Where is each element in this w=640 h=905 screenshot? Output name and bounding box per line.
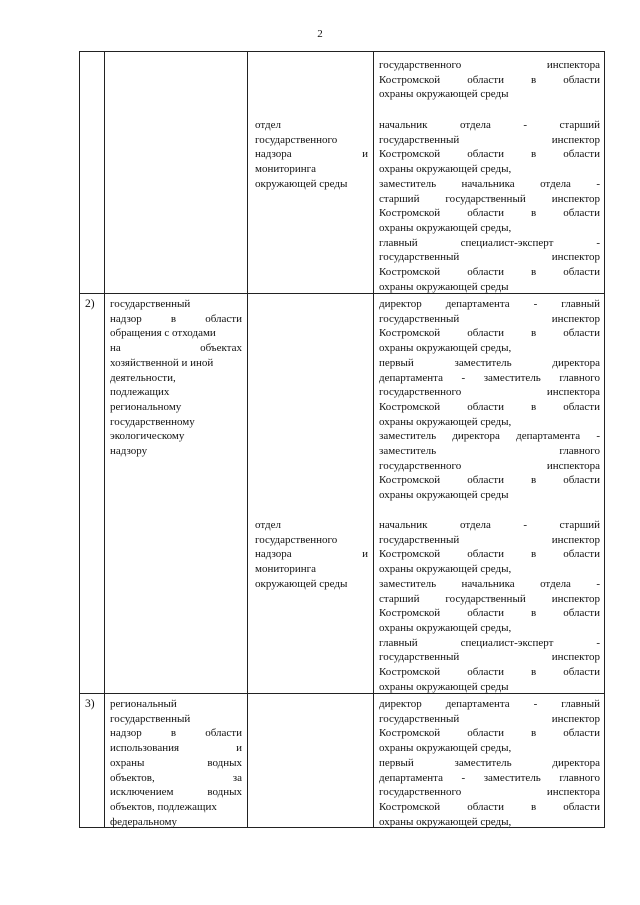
text-line: объектов, за	[110, 771, 242, 784]
text-line: охраны окружающей среды,	[379, 415, 512, 428]
text-line: охраны окружающей среды,	[379, 742, 512, 755]
position-list	[379, 297, 600, 503]
table-border-right	[604, 51, 605, 828]
text-line: надзора и	[255, 548, 368, 561]
text-line: исключением водных	[110, 786, 242, 799]
text-line: использования и	[110, 742, 242, 755]
text-line: Костромской области в области	[379, 207, 600, 220]
text-line: экологическому	[110, 430, 185, 443]
text-line: заместитель главного	[379, 445, 600, 458]
text-line: директор департамента - главный	[379, 298, 600, 310]
text-line: главный специалист-эксперт -	[379, 636, 600, 649]
activity-name	[110, 697, 242, 829]
text-line: заместитель начальника отдела -	[379, 177, 600, 190]
page-number: 2	[317, 28, 323, 40]
text-line: Костромской области в области	[379, 727, 600, 740]
text-line: окружающей среды	[255, 577, 348, 590]
text-line: государственный инспектор	[379, 533, 600, 546]
text-line: охраны окружающей среды	[379, 280, 509, 293]
text-line: государственного	[255, 533, 338, 546]
table-border-top	[79, 51, 605, 52]
text-line: подлежащих	[110, 386, 170, 399]
text-line: департамента - заместитель главного	[379, 371, 600, 384]
text-line: директор департамента - главный	[379, 698, 600, 710]
text-line: отдел	[255, 519, 281, 531]
text-line: главный специалист-эксперт -	[379, 236, 600, 249]
text-line: государственный	[110, 298, 191, 310]
text-line: Костромской области в области	[379, 327, 600, 340]
unit-name	[255, 118, 368, 192]
text-line: первый заместитель директора	[379, 756, 600, 769]
position-list	[379, 518, 600, 694]
text-line: охраны окружающей среды,	[379, 815, 512, 828]
text-line: Костромской области в области	[379, 148, 600, 161]
unit-name	[255, 518, 368, 592]
text-line: Костромской области в области	[379, 266, 600, 279]
text-line: охраны водных	[110, 756, 242, 769]
text-line: старший государственный инспектор	[379, 592, 600, 605]
position-list	[379, 118, 600, 294]
text-line: охраны окружающей среды,	[379, 621, 512, 634]
text-line: охраны окружающей среды,	[379, 163, 512, 176]
text-line: Костромской области в области	[379, 666, 600, 679]
text-line: начальник отдела - старший	[379, 519, 600, 531]
text-line: заместитель начальника отдела -	[379, 577, 600, 590]
text-line: охраны окружающей среды,	[379, 563, 512, 576]
text-line: государственный инспектор	[379, 651, 600, 664]
text-line: отдел	[255, 119, 281, 131]
text-line: надзору	[110, 445, 148, 458]
text-line: охраны окружающей среды	[379, 88, 509, 101]
text-line: государственный инспектор	[379, 312, 600, 325]
text-line: Костромской области в области	[379, 474, 600, 487]
text-line: государственного инспектора	[379, 786, 600, 799]
text-line: надзора и	[255, 148, 368, 161]
text-line: региональный	[110, 698, 177, 710]
text-line: первый заместитель директора	[379, 356, 600, 369]
text-line: мониторинга	[255, 563, 317, 576]
row-number: 3)	[85, 698, 95, 710]
column-divider	[247, 51, 248, 828]
activity-name	[110, 297, 242, 459]
column-divider	[104, 51, 105, 828]
text-line: Костромской области в области	[379, 400, 600, 413]
text-line: мониторинга	[255, 163, 317, 176]
text-line: государственный инспектор	[379, 133, 600, 146]
table-border-left	[79, 51, 80, 828]
text-line: Костромской области в области	[379, 548, 600, 561]
text-line: государственного	[255, 133, 338, 146]
text-line: надзор в области	[110, 312, 242, 325]
text-line: старший государственный инспектор	[379, 192, 600, 205]
text-line: департамента - заместитель главного	[379, 771, 600, 784]
text-line: региональному	[110, 400, 182, 413]
text-line: на объектах	[110, 342, 242, 355]
text-line: федеральному	[110, 815, 177, 828]
text-line: государственный	[110, 712, 191, 725]
column-divider	[373, 51, 374, 828]
text-line: государственного инспектора	[379, 59, 600, 71]
text-line: хозяйственной и иной	[110, 356, 214, 369]
position-list	[379, 58, 600, 102]
text-line: государственный инспектор	[379, 251, 600, 264]
row-number: 2)	[85, 298, 95, 310]
text-line: Костромской области в области	[379, 607, 600, 620]
text-line: государственный инспектор	[379, 712, 600, 725]
text-line: деятельности,	[110, 371, 176, 384]
text-line: окружающей среды	[255, 177, 348, 190]
text-line: надзор в области	[110, 727, 242, 740]
text-line: начальник отдела - старший	[379, 119, 600, 131]
text-line: охраны окружающей среды,	[379, 221, 512, 234]
text-line: заместитель директора департамента -	[379, 430, 600, 443]
text-line: Костромской области в области	[379, 73, 600, 86]
text-line: охраны окружающей среды	[379, 489, 509, 502]
text-line: государственному	[110, 415, 195, 428]
text-line: государственного инспектора	[379, 386, 600, 399]
position-list	[379, 697, 600, 829]
text-line: Костромской области в области	[379, 800, 600, 813]
text-line: охраны окружающей среды,	[379, 342, 512, 355]
text-line: объектов, подлежащих	[110, 800, 217, 813]
text-line: обращения с отходами	[110, 327, 216, 340]
text-line: государственного инспектора	[379, 459, 600, 472]
text-line: охраны окружающей среды	[379, 680, 509, 693]
